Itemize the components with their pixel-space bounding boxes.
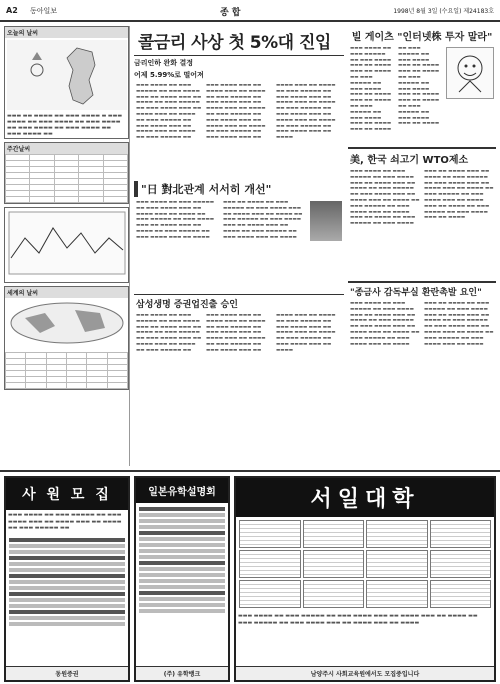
weather-box-title: 오늘의 날씨 (5, 27, 128, 38)
world-weather-table (5, 352, 128, 389)
cartoon-face-icon (447, 48, 493, 98)
left-column (4, 26, 130, 466)
world-weather-title: 세계의 날씨 (5, 287, 128, 298)
right-article-body-1: ▬▬▬ ▬▬▬▬ ▬▬ ▬▬▬ ▬▬▬▬▬ ▬▬ ▬▬▬ ▬▬▬▬ ▬▬▬ ▬▬ ▬▬▬▬ ▬▬▬ ▬▬ ▬▬▬▬ ▬▬ ▬▬▬ ▬▬▬▬▬ ▬▬ ▬▬▬ ▬▬▬▬ ▬▬▬ ▬▬ ▬▬▬▬ ▬▬▬ ▬▬ ▬▬▬▬ ▬▬ ▬▬▬ ▬▬▬▬▬ ▬▬ ▬▬▬ ▬▬▬▬ ▬▬▬ ▬▬ ▬▬▬▬ ▬▬▬ ▬▬ ▬▬▬▬ ▬▬ ▬▬▬ ▬▬▬▬▬ ▬▬ ▬▬▬ ▬▬▬▬ ▬▬▬ ▬▬ ▬▬▬▬ ▬▬▬ ▬▬ ▬▬▬▬ ▬▬ ▬▬▬ ▬▬▬▬▬ ▬▬ ▬▬▬ ▬▬▬▬ ▬▬▬ ▬▬ ▬▬▬▬ ▬▬▬ ▬▬ ▬▬▬▬ ▬▬ ▬▬▬ ▬▬▬▬▬ ▬▬ ▬▬▬ ▬▬▬▬ ▬▬▬ ▬▬ ▬▬▬▬ (350, 46, 440, 133)
korea-map-icon (7, 40, 127, 110)
university-ad-body: ▬▬▬ ▬▬▬▬ ▬▬ ▬▬▬ ▬▬▬▬▬ ▬▬ ▬▬▬ ▬▬▬▬ ▬▬▬ ▬▬ ▬▬▬▬ ▬▬▬ ▬▬ ▬▬▬▬ ▬▬ ▬▬▬ ▬▬▬▬▬ ▬▬ ▬▬▬ ▬▬▬▬ ▬▬▬ ▬▬ ▬▬▬▬ ▬▬▬ ▬▬ ▬▬▬▬ (238, 613, 478, 626)
second-headline: "日 對北관계 서서히 개선" (134, 181, 344, 197)
university-ad[interactable] (234, 476, 496, 682)
main-subheadline-1: 금리인하 완화 결정 (134, 59, 193, 67)
main-column (134, 26, 344, 466)
main-article-body: ▬▬▬ ▬▬▬▬ ▬▬ ▬▬▬ ▬▬▬▬▬ ▬▬ ▬▬▬ ▬▬▬▬ ▬▬▬ ▬▬ ▬▬▬▬ ▬▬▬ ▬▬ ▬▬▬▬ ▬▬ ▬▬▬ ▬▬▬▬▬ ▬▬ ▬▬▬ ▬▬▬▬ ▬▬▬ ▬▬ ▬▬▬▬ ▬▬▬ ▬▬ ▬▬▬▬ ▬▬ ▬▬▬ ▬▬▬▬▬ ▬▬ ▬▬▬ ▬▬▬▬ ▬▬▬ ▬▬ ▬▬▬▬ ▬▬▬ ▬▬ ▬▬▬▬ ▬▬ ▬▬▬ ▬▬▬▬▬ ▬▬ ▬▬▬ ▬▬▬▬ ▬▬▬ ▬▬ ▬▬▬▬ ▬▬▬ ▬▬ ▬▬▬▬ ▬▬ ▬▬▬ ▬▬▬▬▬ ▬▬ ▬▬▬ ▬▬▬▬ ▬▬▬ ▬▬ ▬▬▬▬ ▬▬▬ ▬▬ ▬▬▬▬ ▬▬ ▬▬▬ ▬▬▬▬▬ ▬▬ ▬▬▬ ▬▬▬▬ ▬▬▬ ▬▬ ▬▬▬▬ ▬▬▬ ▬▬ ▬▬▬▬ ▬▬ ▬▬▬ ▬▬▬▬▬ ▬▬ ▬▬▬ ▬▬▬▬ ▬▬▬ ▬▬ ▬▬▬▬ ▬▬▬ ▬▬ ▬▬▬▬ ▬▬ ▬▬▬ ▬▬▬▬▬ ▬▬ ▬▬▬ ▬▬▬▬ ▬▬▬ ▬▬ ▬▬▬▬ ▬▬▬ ▬▬ ▬▬▬▬ ▬▬ ▬▬▬ ▬▬▬▬▬ ▬▬ ▬▬▬ ▬▬▬▬ ▬▬▬ ▬▬ ▬▬▬▬ ▬▬▬ ▬▬ ▬▬▬▬ ▬▬ ▬▬▬ ▬▬▬▬▬ ▬▬ ▬▬▬ ▬▬▬▬ ▬▬▬ ▬▬ ▬▬▬▬ (136, 83, 336, 141)
world-map-icon (5, 298, 129, 348)
study-abroad-sponsor: (주) 유학뱅크 (136, 666, 228, 680)
right-article-body-3: ▬▬▬ ▬▬▬▬ ▬▬ ▬▬▬ ▬▬▬▬▬ ▬▬ ▬▬▬ ▬▬▬▬ ▬▬▬ ▬▬ ▬▬▬▬ ▬▬▬ ▬▬ ▬▬▬▬ ▬▬ ▬▬▬ ▬▬▬▬▬ ▬▬ ▬▬▬ ▬▬▬▬ ▬▬▬ ▬▬ ▬▬▬▬ ▬▬▬ ▬▬ ▬▬▬▬ ▬▬ ▬▬▬ ▬▬▬▬▬ ▬▬ ▬▬▬ ▬▬▬▬ ▬▬▬ ▬▬ ▬▬▬▬ ▬▬▬ ▬▬ ▬▬▬▬ ▬▬ ▬▬▬ ▬▬▬▬▬ ▬▬ ▬▬▬ ▬▬▬▬ ▬▬▬ ▬▬ ▬▬▬▬ ▬▬▬ ▬▬ ▬▬▬▬ ▬▬ ▬▬▬ ▬▬▬▬▬ ▬▬ ▬▬▬ ▬▬▬▬ ▬▬▬ ▬▬ ▬▬▬▬ ▬▬▬ ▬▬ ▬▬▬▬ ▬▬ ▬▬▬ ▬▬▬▬▬ ▬▬ ▬▬▬ ▬▬▬▬ ▬▬▬ ▬▬ ▬▬▬▬ (350, 301, 494, 347)
right-headline-2: 美, 한국 쇠고기 WTO제소 (348, 147, 496, 168)
recruitment-ad-company: 동원증권 (6, 666, 128, 680)
cartoon-illustration (446, 47, 494, 99)
main-headline: 콜금리 사상 첫 5%대 진입 (134, 26, 344, 56)
weekly-weather-box (4, 142, 129, 204)
right-column (348, 26, 496, 466)
study-abroad-ad-title: 일본유학설명회 (136, 478, 228, 503)
university-ad-footer: 남양주시 사회교육원에서도 모집중입니다 (236, 666, 494, 680)
study-abroad-ad[interactable] (134, 476, 230, 682)
page-header (0, 0, 500, 22)
weather-box (4, 26, 129, 139)
recruitment-ad-table (6, 534, 128, 630)
recruitment-ad-body: ▬▬▬ ▬▬▬▬ ▬▬ ▬▬▬ ▬▬▬▬▬ ▬▬ ▬▬▬ ▬▬▬▬ ▬▬▬ ▬▬ ▬▬▬▬ ▬▬▬ ▬▬ ▬▬▬▬ ▬▬ ▬▬▬ ▬▬▬▬▬ ▬▬ (8, 512, 122, 531)
right-headline-3: "종금사 감독부실 환란촉발 요인" (348, 281, 496, 300)
third-headline: 삼성생명 증권업진출 승인 (134, 294, 344, 312)
publication-name: 동아일보 (30, 7, 58, 15)
weekly-weather-title: 주간날씨 (5, 143, 128, 154)
recruitment-ad-title: 사 원 모 집 (6, 478, 128, 510)
university-ad-grid (236, 517, 494, 611)
section-title: 종합 (220, 8, 244, 18)
weather-map (7, 40, 127, 110)
tide-chart-box (4, 207, 129, 283)
third-article-body: ▬▬▬ ▬▬▬▬ ▬▬ ▬▬▬ ▬▬▬▬▬ ▬▬ ▬▬▬ ▬▬▬▬ ▬▬▬ ▬▬ ▬▬▬▬ ▬▬▬ ▬▬ ▬▬▬▬ ▬▬ ▬▬▬ ▬▬▬▬▬ ▬▬ ▬▬▬ ▬▬▬▬ ▬▬▬ ▬▬ ▬▬▬▬ ▬▬▬ ▬▬ ▬▬▬▬ ▬▬ ▬▬▬ ▬▬▬▬▬ ▬▬ ▬▬▬ ▬▬▬▬ ▬▬▬ ▬▬ ▬▬▬▬ ▬▬▬ ▬▬ ▬▬▬▬ ▬▬ ▬▬▬ ▬▬▬▬▬ ▬▬ ▬▬▬ ▬▬▬▬ ▬▬▬ ▬▬ ▬▬▬▬ ▬▬▬ ▬▬ ▬▬▬▬ ▬▬ ▬▬▬ ▬▬▬▬▬ ▬▬ ▬▬▬ ▬▬▬▬ ▬▬▬ ▬▬ ▬▬▬▬ ▬▬▬ ▬▬ ▬▬▬▬ ▬▬ ▬▬▬ ▬▬▬▬▬ ▬▬ ▬▬▬ ▬▬▬▬ ▬▬▬ ▬▬ ▬▬▬▬ ▬▬▬ ▬▬ ▬▬▬▬ ▬▬ ▬▬▬ ▬▬▬▬▬ ▬▬ ▬▬▬ ▬▬▬▬ ▬▬▬ ▬▬ ▬▬▬▬ (136, 313, 336, 353)
right-headline-1: 빌 게이츠 "인터넷株 투자 말라" (351, 32, 493, 43)
right-article-body-2: ▬▬▬ ▬▬▬▬ ▬▬ ▬▬▬ ▬▬▬▬▬ ▬▬ ▬▬▬ ▬▬▬▬ ▬▬▬ ▬▬ ▬▬▬▬ ▬▬▬ ▬▬ ▬▬▬▬ ▬▬ ▬▬▬ ▬▬▬▬▬ ▬▬ ▬▬▬ ▬▬▬▬ ▬▬▬ ▬▬ ▬▬▬▬ ▬▬▬ ▬▬ ▬▬▬▬ ▬▬ ▬▬▬ ▬▬▬▬▬ ▬▬ ▬▬▬ ▬▬▬▬ ▬▬▬ ▬▬ ▬▬▬▬ ▬▬▬ ▬▬ ▬▬▬▬ ▬▬ ▬▬▬ ▬▬▬▬▬ ▬▬ ▬▬▬ ▬▬▬▬ ▬▬▬ ▬▬ ▬▬▬▬ ▬▬▬ ▬▬ ▬▬▬▬ ▬▬ ▬▬▬ ▬▬▬▬▬ ▬▬ ▬▬▬ ▬▬▬▬ ▬▬▬ ▬▬ ▬▬▬▬ ▬▬▬ ▬▬ ▬▬▬▬ ▬▬ ▬▬▬ ▬▬▬▬▬ ▬▬ ▬▬▬ ▬▬▬▬ ▬▬▬ ▬▬ ▬▬▬▬ ▬▬▬ ▬▬ ▬▬▬▬ ▬▬ ▬▬▬ ▬▬▬▬▬ ▬▬ ▬▬▬ ▬▬▬▬ ▬▬▬ ▬▬ ▬▬▬▬ (350, 169, 494, 227)
world-weather-box (4, 286, 129, 390)
page-number: A2 (6, 6, 18, 15)
tide-chart-icon (5, 208, 129, 278)
main-subheadline-2: 어제 5.99%로 떨어져 (134, 71, 204, 79)
recruitment-ad[interactable] (4, 476, 130, 682)
university-ad-title: 서일대학 (236, 478, 494, 517)
advertisement-section (0, 470, 500, 684)
portrait-photo (310, 201, 342, 241)
issue-date: 1998년 8월 3일 (수요일) 제24183호 (393, 8, 494, 15)
study-abroad-schedule (136, 503, 228, 617)
second-article-body: ▬▬▬ ▬▬▬▬ ▬▬ ▬▬▬ ▬▬▬▬▬ ▬▬ ▬▬▬ ▬▬▬▬ ▬▬▬ ▬▬ ▬▬▬▬ ▬▬▬ ▬▬ ▬▬▬▬ ▬▬ ▬▬▬ ▬▬▬▬▬ ▬▬ ▬▬▬ ▬▬▬▬ ▬▬▬ ▬▬ ▬▬▬▬ ▬▬▬ ▬▬ ▬▬▬▬ ▬▬ ▬▬▬ ▬▬▬▬▬ ▬▬ ▬▬▬ ▬▬▬▬ ▬▬▬ ▬▬ ▬▬▬▬ ▬▬▬ ▬▬ ▬▬▬▬ ▬▬ ▬▬▬ ▬▬▬▬▬ ▬▬ ▬▬▬ ▬▬▬▬ ▬▬▬ ▬▬ ▬▬▬▬ ▬▬▬ ▬▬ ▬▬▬▬ ▬▬ ▬▬▬ ▬▬▬▬▬ ▬▬ ▬▬▬ ▬▬▬▬ ▬▬▬ ▬▬ ▬▬▬▬ ▬▬▬ ▬▬ ▬▬▬▬ ▬▬ ▬▬▬ ▬▬▬▬▬ ▬▬ ▬▬▬ ▬▬▬▬ ▬▬▬ ▬▬ ▬▬▬▬ (136, 200, 303, 240)
weather-text: ▬▬▬ ▬▬ ▬▬▬▬ ▬▬ ▬▬▬ ▬▬▬▬ ▬ ▬▬▬ ▬▬▬▬ ▬▬ ▬▬▬ ▬▬▬▬ ▬▬ ▬▬▬ ▬▬▬▬ ▬▬ ▬▬▬ ▬▬▬▬ ▬▬ ▬▬▬ ▬▬▬▬ ▬▬ ▬▬▬ ▬▬▬▬ ▬▬ (7, 113, 123, 137)
weekly-weather-table (5, 154, 128, 203)
